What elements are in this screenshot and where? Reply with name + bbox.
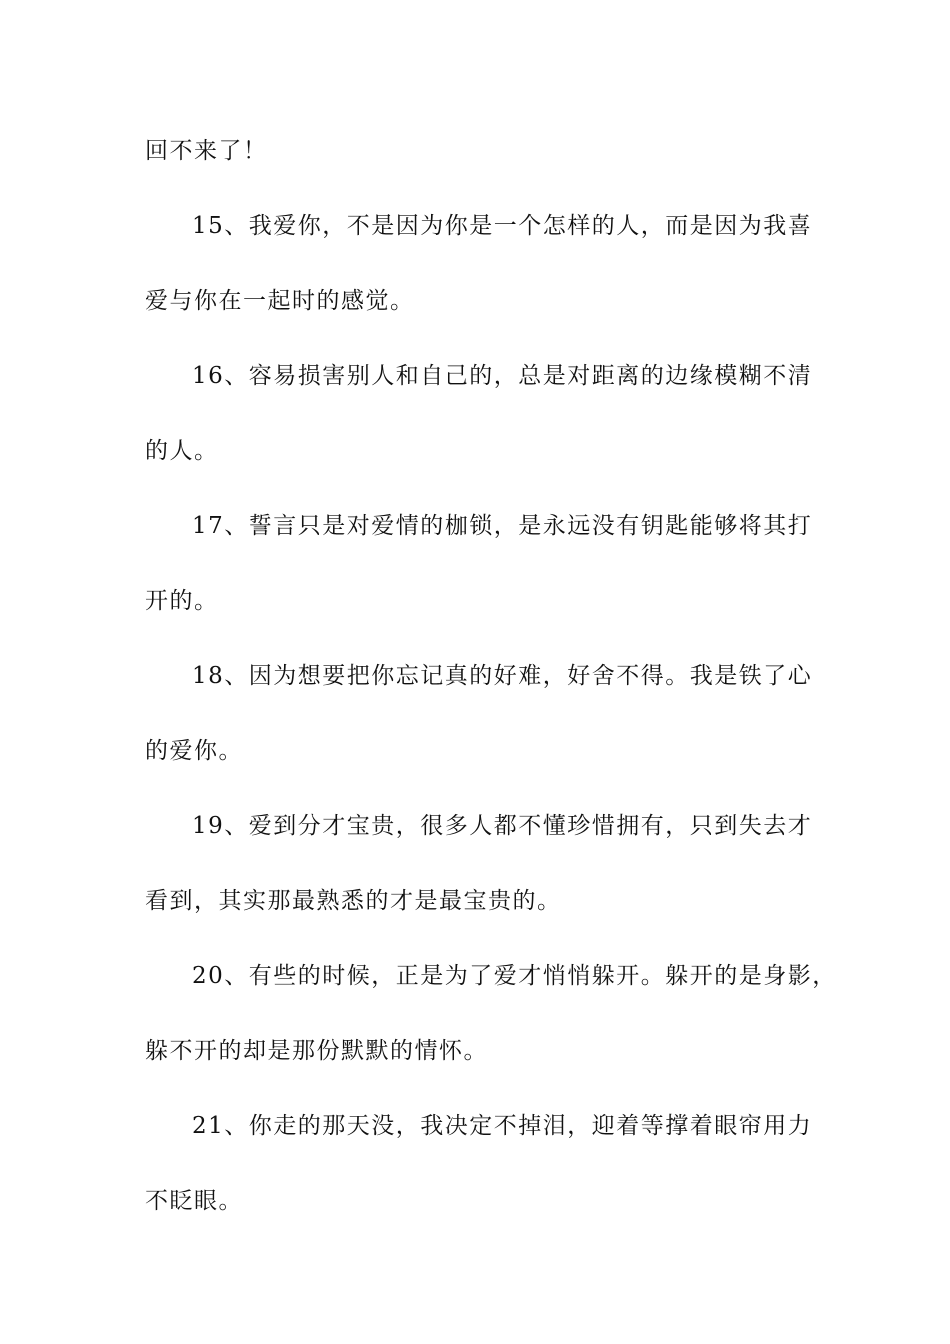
paragraph-17-line-2: 开的。: [145, 588, 219, 614]
paragraph-19-line-1: 19、爱到分才宝贵，很多人都不懂珍惜拥有，只到失去才: [192, 813, 813, 839]
paragraph-17-line-1: 17、誓言只是对爱情的枷锁，是永远没有钥匙能够将其打: [192, 513, 813, 539]
paragraph-20-line-2: 躲不开的却是那份默默的情怀。: [145, 1038, 488, 1064]
paragraph-15-line-2: 爱与你在一起时的感觉。: [145, 288, 415, 314]
paragraph-19-line-2: 看到，其实那最熟悉的才是最宝贵的。: [145, 888, 562, 914]
paragraph-21-line-2: 不眨眼。: [145, 1188, 243, 1214]
paragraph-18-line-1: 18、因为想要把你忘记真的好难，好舍不得。我是铁了心: [192, 663, 813, 689]
paragraph-15-line-1: 15、我爱你，不是因为你是一个怎样的人，而是因为我喜: [192, 213, 813, 239]
paragraph-20-line-1: 20、有些的时候，正是为了爱才悄悄躲开。躲开的是身影，: [192, 963, 837, 989]
paragraph-18-line-2: 的爱你。: [145, 738, 243, 764]
paragraph-16-line-2: 的人。: [145, 438, 219, 464]
paragraph-14-line-2: 回不来了！: [145, 138, 268, 164]
paragraph-16-line-1: 16、容易损害别人和自己的，总是对距离的边缘模糊不清: [192, 363, 813, 389]
paragraph-21-line-1: 21、你走的那天没，我决定不掉泪，迎着等撑着眼帘用力: [192, 1113, 813, 1139]
